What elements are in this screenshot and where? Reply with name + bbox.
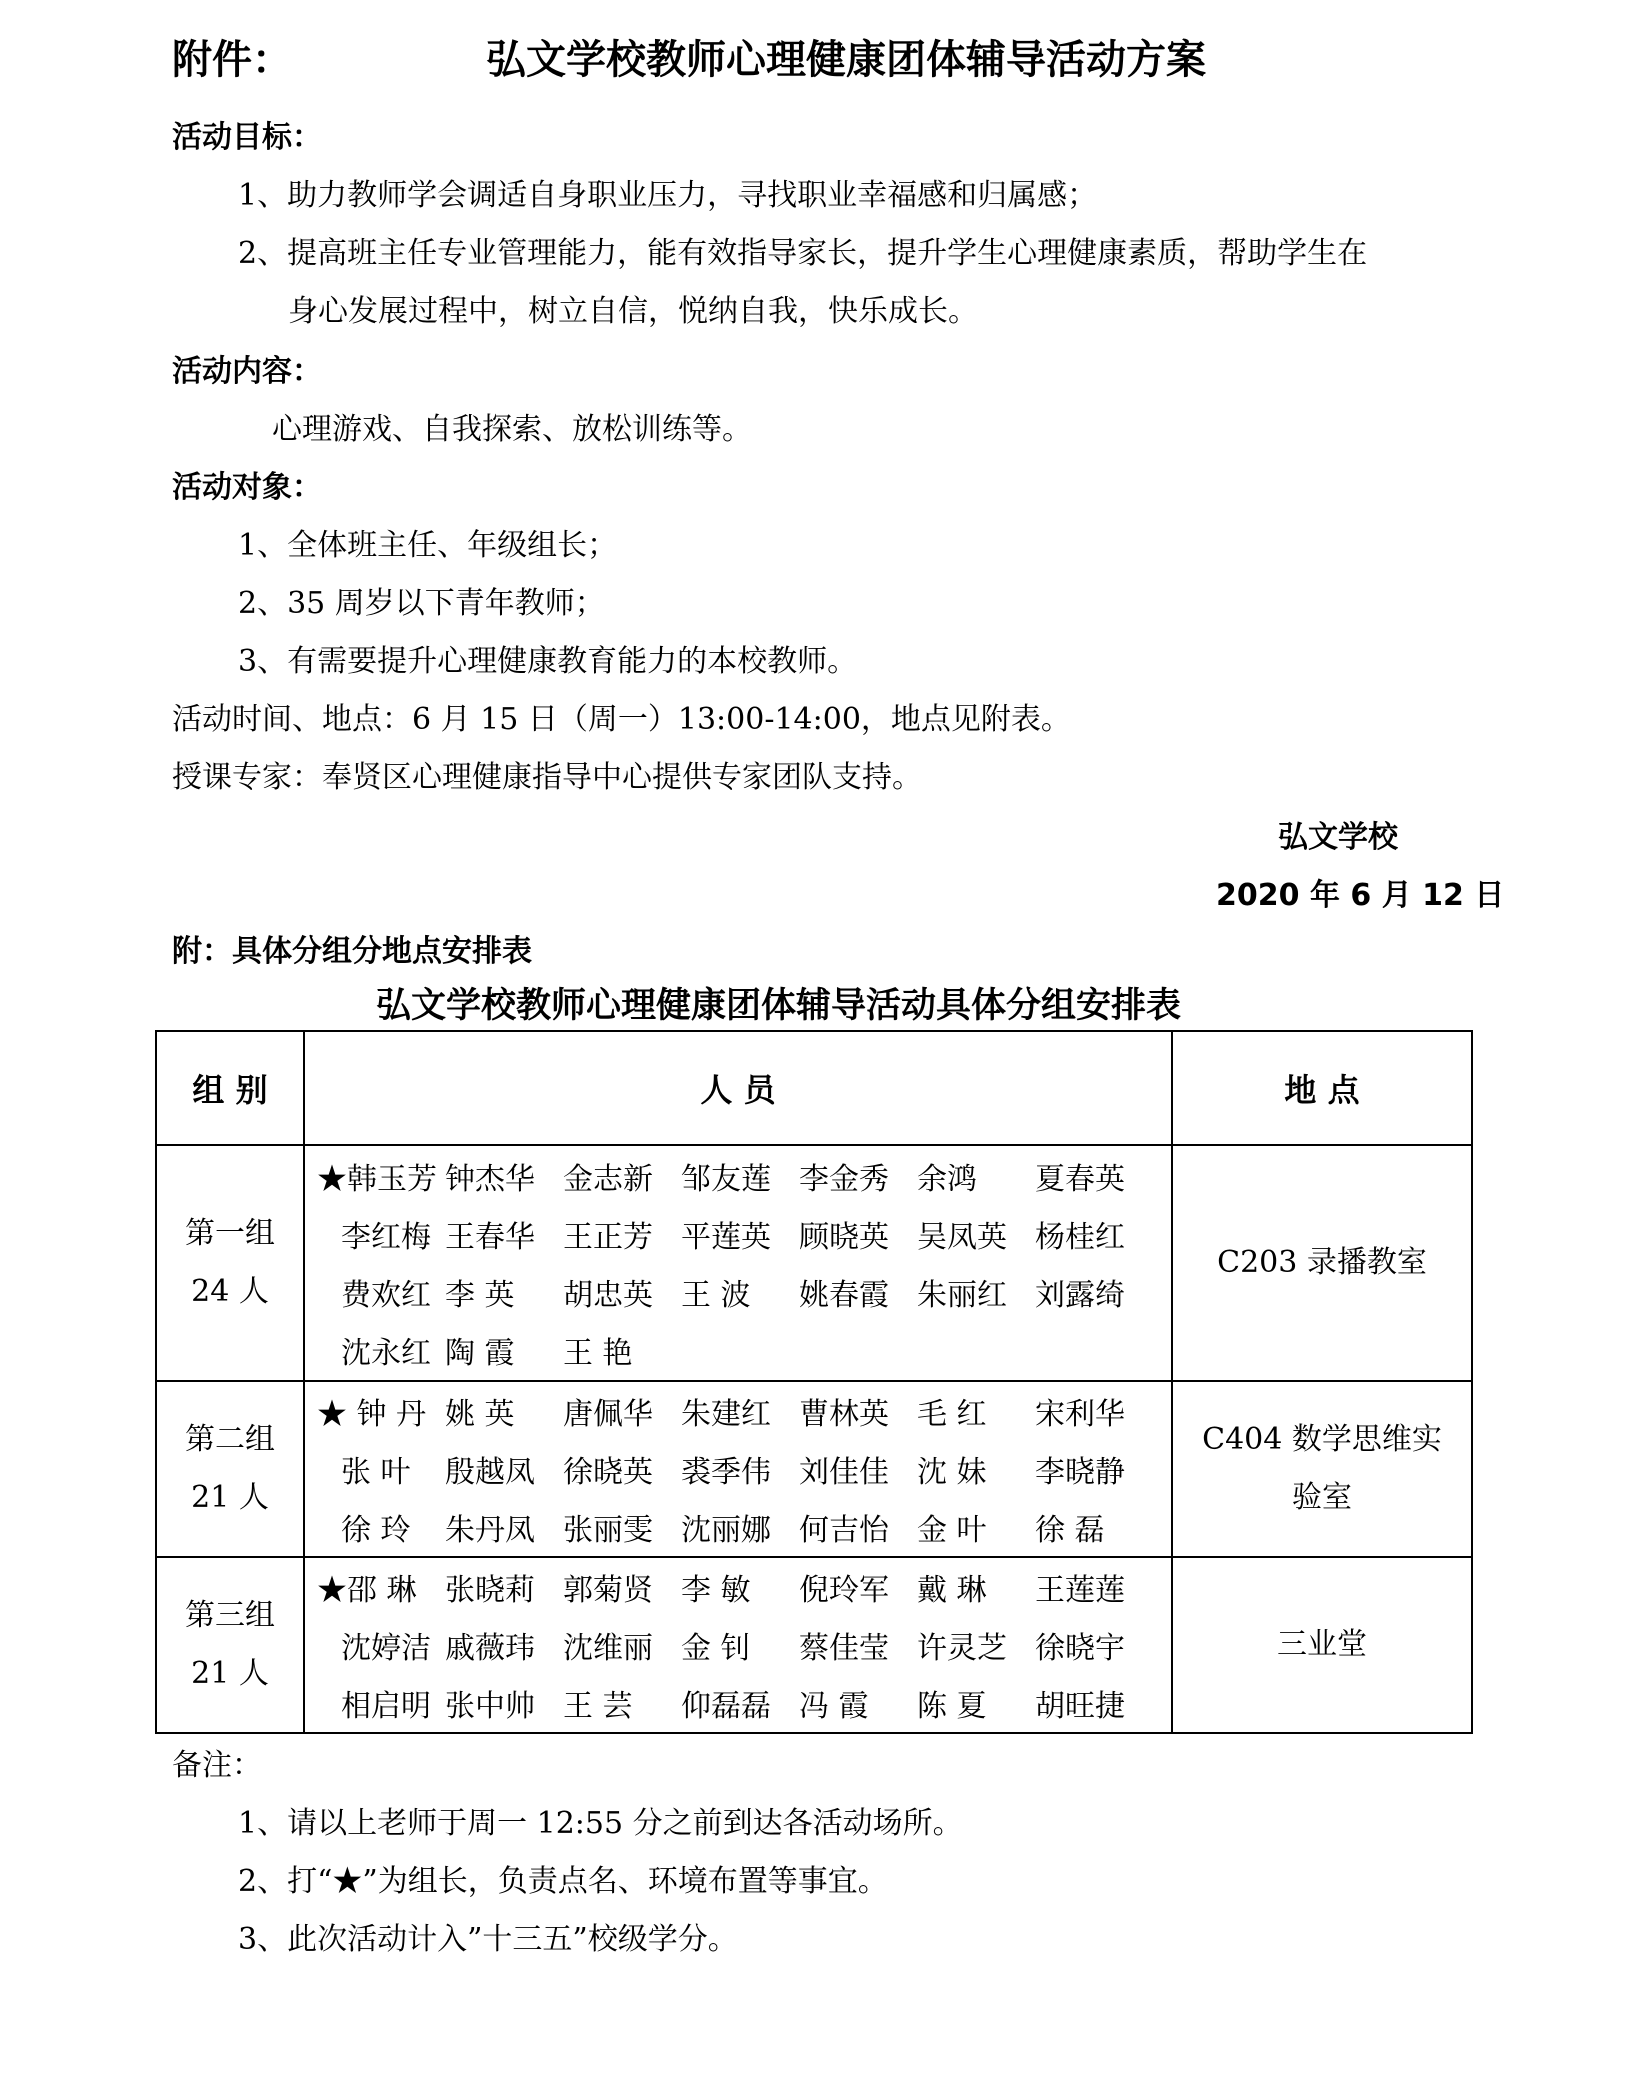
place-text: C404 数学思维实验室	[1202, 1422, 1442, 1515]
member-name: 仰磊磊	[681, 1689, 771, 1724]
member-name: 王 芸	[563, 1689, 633, 1724]
member-line	[317, 1440, 1159, 1498]
group-name: 第二组	[185, 1422, 275, 1457]
member-name: 刘露绮	[1035, 1278, 1125, 1313]
audience-item-3: 3、有需要提升心理健康教育能力的本校教师。	[238, 644, 858, 679]
member-name: ★韩玉芳	[317, 1162, 437, 1197]
member-name: 李晓静	[1035, 1455, 1125, 1490]
member-name: 王 艳	[563, 1336, 633, 1371]
member-name: 费欢红	[341, 1278, 431, 1313]
member-name: 朱丹凤	[445, 1513, 535, 1548]
group-count: 24 人	[191, 1274, 269, 1309]
member-name: 张 叶	[341, 1455, 411, 1490]
place-cell: C203 录播教室	[1172, 1145, 1472, 1381]
member-name: 张晓莉	[445, 1573, 535, 1608]
group-name: 第三组	[185, 1598, 275, 1633]
member-name: 李 英	[445, 1278, 515, 1313]
group-count: 21 人	[191, 1480, 269, 1515]
group-count: 21 人	[191, 1656, 269, 1691]
goal-item-1: 1、助力教师学会调适自身职业压力，寻找职业幸福感和归属感；	[238, 178, 1098, 213]
table-row	[156, 1557, 1472, 1733]
member-name: 曹林英	[799, 1397, 889, 1432]
member-name: 陈 夏	[917, 1689, 987, 1724]
member-line	[317, 1321, 1159, 1379]
member-name: 沈维丽	[563, 1631, 653, 1666]
audience-heading: 活动对象：	[172, 470, 322, 505]
place-cell	[1172, 1381, 1472, 1557]
member-name: 沈永红	[341, 1336, 431, 1371]
attachment-label: 附件：	[172, 37, 292, 83]
header-members: 人 员	[304, 1031, 1172, 1145]
group-name: 第一组	[185, 1216, 275, 1251]
member-name: 殷越凤	[445, 1455, 535, 1490]
member-name: 沈婷洁	[341, 1631, 431, 1666]
place-cell: 三业堂	[1172, 1557, 1472, 1733]
group-cell	[156, 1381, 304, 1557]
member-name: 李红梅	[341, 1220, 431, 1255]
audience-item-2: 2、35 周岁以下青年教师；	[238, 586, 605, 621]
signature-date: 2020 年 6 月 12 日	[1216, 878, 1505, 913]
member-name: 金志新	[563, 1162, 653, 1197]
member-name: 戴 琳	[917, 1573, 987, 1608]
member-line	[317, 1263, 1159, 1321]
member-line	[317, 1147, 1159, 1205]
goal-item-2-continued: 身心发展过程中，树立自信，悦纳自我，快乐成长。	[288, 294, 978, 329]
member-name: 胡忠英	[563, 1278, 653, 1313]
member-name: 王正芳	[563, 1220, 653, 1255]
member-name: 平莲英	[681, 1220, 771, 1255]
content-text: 心理游戏、自我探索、放松训练等。	[272, 412, 752, 447]
member-line	[317, 1558, 1159, 1616]
member-name: 刘佳佳	[799, 1455, 889, 1490]
member-line	[317, 1205, 1159, 1263]
member-name: 李金秀	[799, 1162, 889, 1197]
member-name: 郭菊贤	[563, 1573, 653, 1608]
member-name: 朱建红	[681, 1397, 771, 1432]
content-heading: 活动内容：	[172, 354, 322, 389]
member-name: ★邵 琳	[317, 1573, 417, 1608]
member-name: 胡旺捷	[1035, 1689, 1125, 1724]
header-group: 组 别	[156, 1031, 304, 1145]
group-schedule-table	[155, 1030, 1473, 1734]
member-name: 徐 玲	[341, 1513, 411, 1548]
note-item-3: 3、此次活动计入”十三五”校级学分。	[238, 1922, 738, 1957]
header-place: 地 点	[1172, 1031, 1472, 1145]
member-name: 余鸿	[917, 1162, 977, 1197]
member-name: 徐晓英	[563, 1455, 653, 1490]
member-name: 钟杰华	[445, 1162, 535, 1197]
note-item-1: 1、请以上老师于周一 12:55 分之前到达各活动场所。	[238, 1806, 963, 1841]
table-title: 弘文学校教师心理健康团体辅导活动具体分组安排表	[376, 986, 1182, 1026]
time-place-text: 活动时间、地点：6 月 15 日（周一）13:00-14:00，地点见附表。	[172, 702, 1071, 737]
member-name: 王春华	[445, 1220, 535, 1255]
member-name: 陶 霞	[445, 1336, 515, 1371]
signature-school: 弘文学校	[1278, 820, 1398, 855]
member-name: 张中帅	[445, 1689, 535, 1724]
table-row	[156, 1381, 1472, 1557]
member-line	[317, 1498, 1159, 1556]
member-line	[317, 1674, 1159, 1732]
member-name: 吴凤英	[917, 1220, 1007, 1255]
group-cell	[156, 1557, 304, 1733]
member-name: 徐晓宇	[1035, 1631, 1125, 1666]
members-cell	[304, 1381, 1172, 1557]
group-cell	[156, 1145, 304, 1381]
member-name: 姚 英	[445, 1397, 515, 1432]
member-name: 沈 妹	[917, 1455, 987, 1490]
table-header-row	[156, 1031, 1472, 1145]
member-name: 冯 霞	[799, 1689, 869, 1724]
member-line	[317, 1382, 1159, 1440]
goal-item-2: 2、提高班主任专业管理能力，能有效指导家长，提升学生心理健康素质，帮助学生在	[238, 236, 1368, 271]
member-name: 唐佩华	[563, 1397, 653, 1432]
member-name: 李 敏	[681, 1573, 751, 1608]
member-name: 裘季伟	[681, 1455, 771, 1490]
goals-heading: 活动目标：	[172, 120, 322, 155]
member-name: 朱丽红	[917, 1278, 1007, 1313]
member-name: 沈丽娜	[681, 1513, 771, 1548]
member-name: 夏春英	[1035, 1162, 1125, 1197]
document-title: 弘文学校教师心理健康团体辅导活动方案	[486, 37, 1206, 83]
appendix-label: 附：具体分组分地点安排表	[172, 934, 532, 969]
member-name: 徐 磊	[1035, 1513, 1105, 1548]
member-name: 毛 红	[917, 1397, 987, 1432]
member-name: 金 钊	[681, 1631, 751, 1666]
table-row	[156, 1145, 1472, 1381]
members-cell	[304, 1557, 1172, 1733]
members-cell	[304, 1145, 1172, 1381]
member-name: 王莲莲	[1035, 1573, 1125, 1608]
member-name: 顾晓英	[799, 1220, 889, 1255]
member-name: 姚春霞	[799, 1278, 889, 1313]
member-name: 张丽雯	[563, 1513, 653, 1548]
member-name: 邹友莲	[681, 1162, 771, 1197]
member-name: 宋利华	[1035, 1397, 1125, 1432]
member-name: 杨桂红	[1035, 1220, 1125, 1255]
audience-item-1: 1、全体班主任、年级组长；	[238, 528, 618, 563]
member-name: 何吉怡	[799, 1513, 889, 1548]
member-line	[317, 1616, 1159, 1674]
member-name: 戚薇玮	[445, 1631, 535, 1666]
note-item-2: 2、打“★”为组长，负责点名、环境布置等事宜。	[238, 1864, 888, 1899]
member-name: ★ 钟 丹	[317, 1397, 427, 1432]
member-name: 相启明	[341, 1689, 431, 1724]
member-name: 金 叶	[917, 1513, 987, 1548]
notes-heading: 备注：	[172, 1748, 262, 1783]
member-name: 倪玲军	[799, 1573, 889, 1608]
member-name: 蔡佳莹	[799, 1631, 889, 1666]
experts-text: 授课专家：奉贤区心理健康指导中心提供专家团队支持。	[172, 760, 922, 795]
member-name: 许灵芝	[917, 1631, 1007, 1666]
member-name: 王 波	[681, 1278, 751, 1313]
